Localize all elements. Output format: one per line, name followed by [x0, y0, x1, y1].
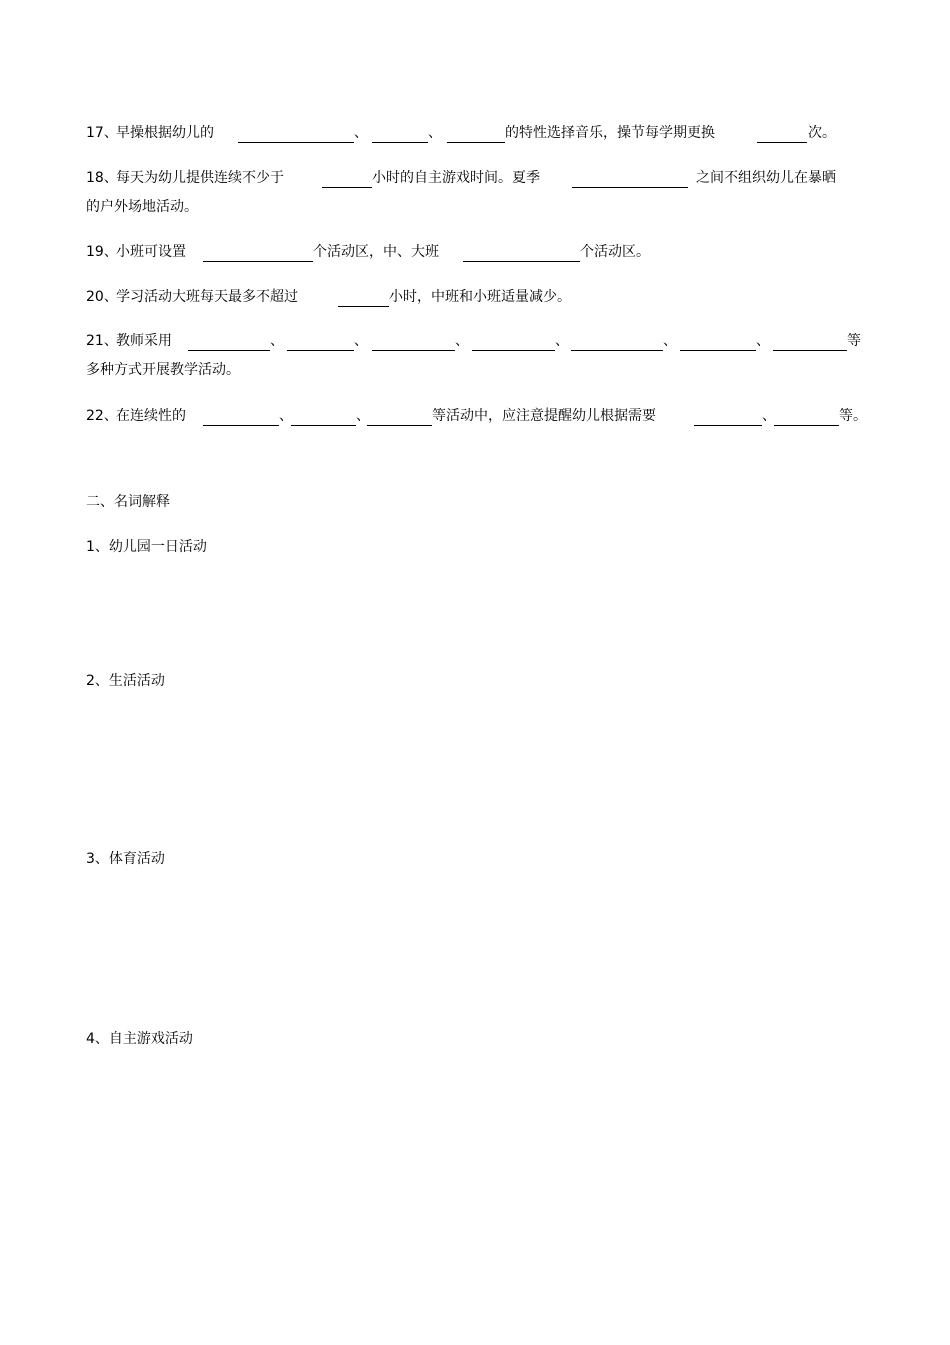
q17-blank-2[interactable] — [372, 142, 428, 143]
q22-sep-2: 、 — [356, 408, 370, 424]
q19-blank-2[interactable] — [463, 261, 580, 262]
term-item-4: 4、自主游戏活动 — [86, 1031, 193, 1047]
q21-text-a: 教师采用 — [116, 333, 172, 349]
section2-title: 二、名词解释 — [86, 494, 170, 510]
q22-sep-3: 、 — [762, 408, 776, 424]
term-item-3: 3、体育活动 — [86, 851, 165, 867]
q18-blank-2[interactable] — [572, 187, 688, 188]
q20-number: 20、 — [86, 289, 118, 305]
q22-number: 22、 — [86, 408, 118, 424]
q21-blank-3[interactable] — [372, 350, 455, 351]
q17-number: 17、 — [86, 125, 118, 141]
q22-blank-4[interactable] — [694, 425, 762, 426]
q21-blank-4[interactable] — [472, 350, 555, 351]
q21-blank-5[interactable] — [571, 350, 663, 351]
q17-text-b: 的特性选择音乐，操节每学期更换 — [505, 125, 715, 141]
q18-number: 18、 — [86, 170, 118, 186]
q21-sep-2: 、 — [354, 333, 368, 349]
q21-text-c: 多种方式开展教学活动。 — [86, 362, 240, 378]
q21-sep-5: 、 — [663, 333, 677, 349]
q21-blank-2[interactable] — [287, 350, 354, 351]
q17-text-a: 早操根据幼儿的 — [116, 125, 214, 141]
q20-text-a: 学习活动大班每天最多不超过 — [116, 289, 298, 305]
q21-text-b: 等 — [847, 333, 861, 349]
q19-text-a: 小班可设置 — [116, 244, 186, 260]
q21-blank-6[interactable] — [680, 350, 756, 351]
q17-sep-1: 、 — [354, 125, 368, 141]
q20-blank-1[interactable] — [338, 306, 389, 307]
q17-sep-2: 、 — [428, 125, 442, 141]
q19-text-b: 个活动区，中、大班 — [313, 244, 439, 260]
q21-sep-6: 、 — [756, 333, 770, 349]
q21-sep-3: 、 — [455, 333, 469, 349]
q21-sep-1: 、 — [270, 333, 284, 349]
q19-number: 19、 — [86, 244, 118, 260]
q17-text-c: 次。 — [808, 125, 836, 141]
q19-text-c: 个活动区。 — [580, 244, 650, 260]
q18-text-d: 的户外场地活动。 — [86, 199, 198, 215]
q21-number: 21、 — [86, 333, 118, 349]
q22-blank-1[interactable] — [203, 425, 279, 426]
q17-blank-4[interactable] — [757, 142, 807, 143]
q22-text-c: 等。 — [839, 408, 867, 424]
q17-blank-1[interactable] — [238, 142, 354, 143]
q21-blank-7[interactable] — [773, 350, 847, 351]
q18-text-c: 之间不组织幼儿在暴晒 — [696, 170, 836, 186]
q21-blank-1[interactable] — [188, 350, 270, 351]
q21-sep-4: 、 — [555, 333, 569, 349]
q19-blank-1[interactable] — [203, 261, 313, 262]
q17-blank-3[interactable] — [447, 142, 505, 143]
q22-text-a: 在连续性的 — [116, 408, 186, 424]
q22-blank-2[interactable] — [291, 425, 356, 426]
q22-text-b: 等活动中，应注意提醒幼儿根据需要 — [432, 408, 656, 424]
q18-text-b: 小时的自主游戏时间。夏季 — [372, 170, 540, 186]
q22-blank-3[interactable] — [367, 425, 432, 426]
q18-blank-1[interactable] — [322, 187, 372, 188]
q22-blank-5[interactable] — [774, 425, 839, 426]
q22-sep-1: 、 — [279, 408, 293, 424]
term-item-2: 2、生活活动 — [86, 673, 165, 689]
q18-text-a: 每天为幼儿提供连续不少于 — [116, 170, 284, 186]
term-item-1: 1、幼儿园一日活动 — [86, 539, 207, 555]
q20-text-b: 小时，中班和小班适量减少。 — [389, 289, 571, 305]
